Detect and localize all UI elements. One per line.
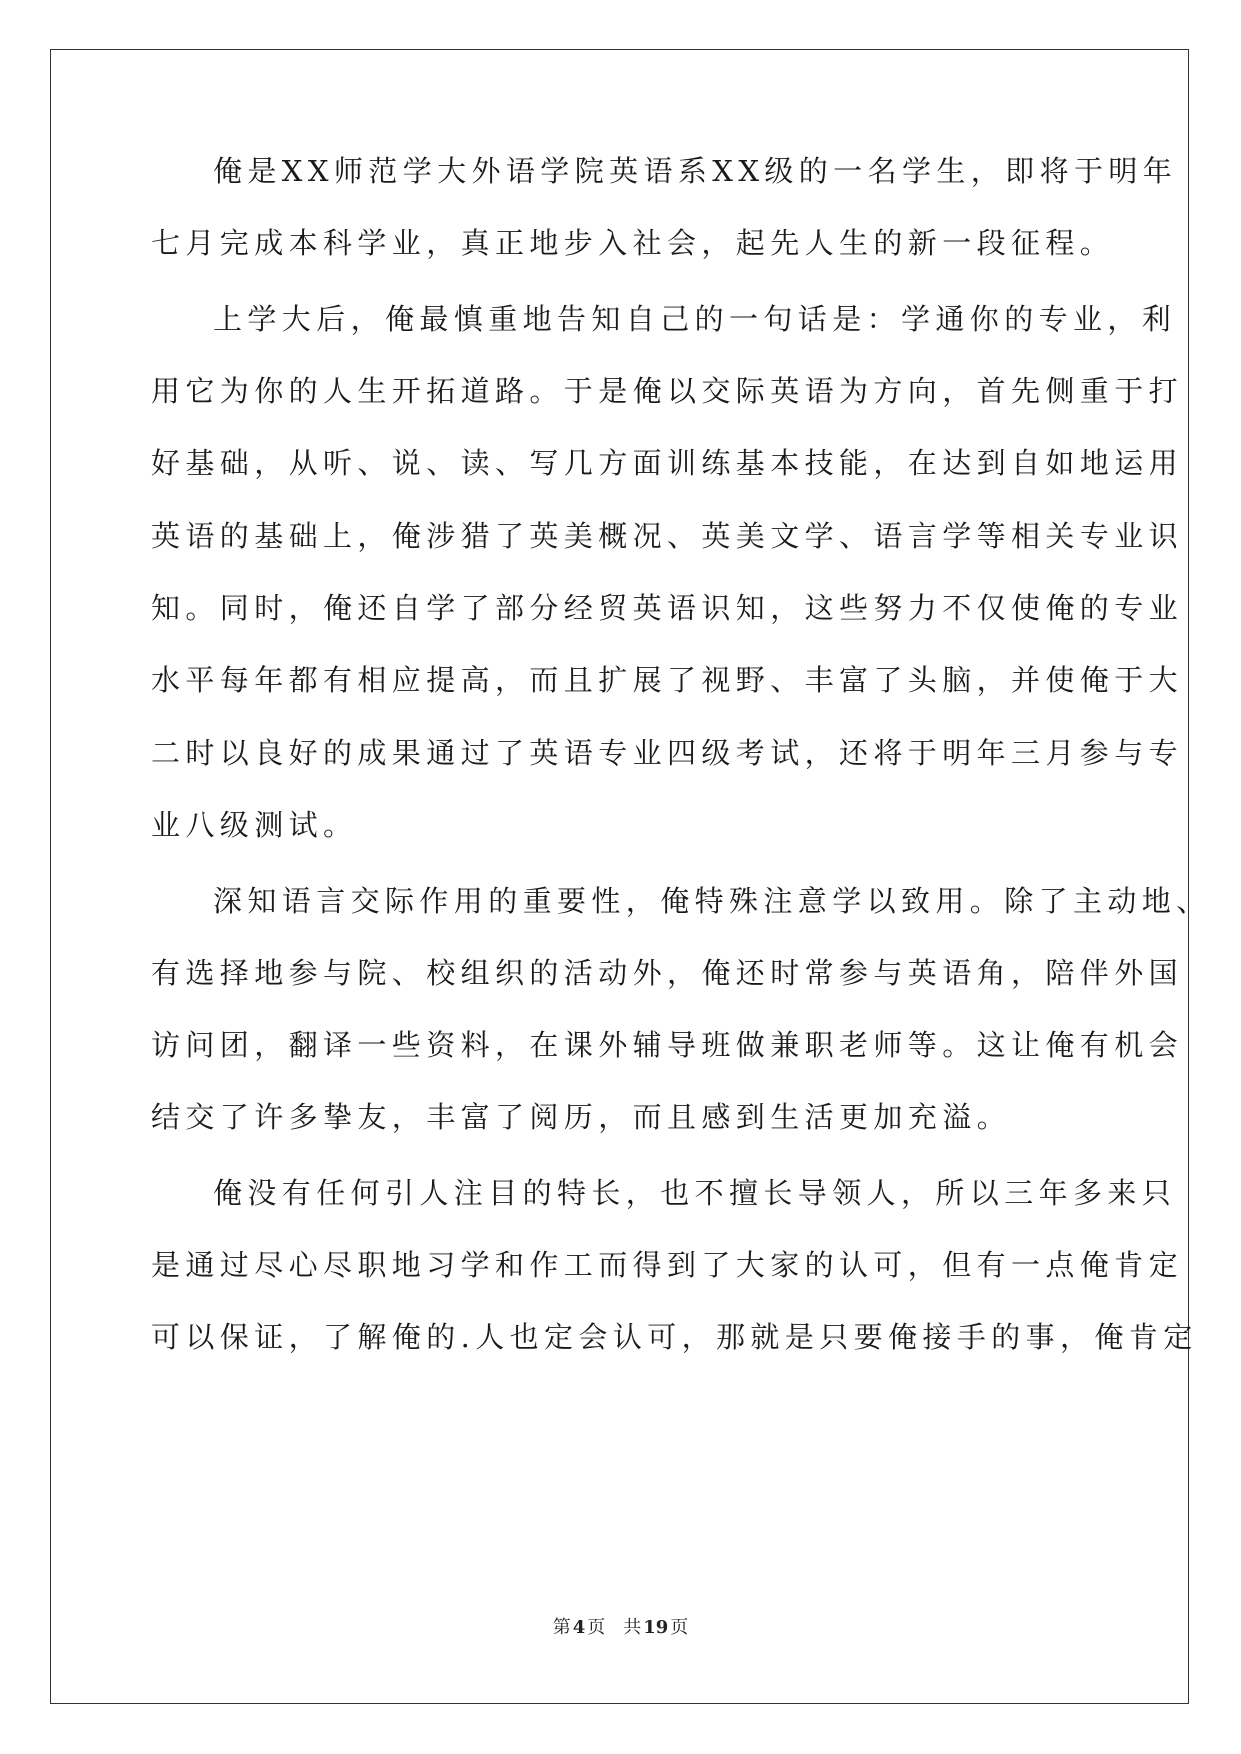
paragraph-4-line-2: 是通过尽心尽职地习学和作工而得到了大家的认可，但有一点俺肯定: [151, 1248, 1184, 1282]
paragraph-4-line-3: 可以保证，了解俺的.人也定会认可，那就是只要俺接手的事，俺肯定: [151, 1320, 1198, 1354]
paragraph-3-line-1: 深知语言交际作用的重要性，俺特殊注意学以致用。除了主动地、: [213, 884, 1211, 918]
paragraph-2-line-4: 英语的基础上，俺涉猎了英美概况、英美文学、语言学等相关专业识: [151, 519, 1184, 553]
footer-total-prefix: 共: [623, 1617, 642, 1638]
paragraph-3-line-3: 访问团，翻译一些资料，在课外辅导班做兼职老师等。这让俺有机会: [151, 1028, 1184, 1062]
footer-page-suffix: 页: [587, 1617, 606, 1638]
paragraph-2-line-2: 用它为你的人生开拓道路。于是俺以交际英语为方向，首先侧重于打: [151, 374, 1184, 408]
total-page-count: 19: [643, 1617, 669, 1638]
paragraph-2-line-8: 业八级测试。: [151, 808, 358, 842]
paragraph-4-line-1: 俺没有任何引人注目的特长，也不擅长导领人，所以三年多来只: [213, 1176, 1177, 1210]
paragraph-1-line-1: 俺是XX师范学大外语学院英语系XX级的一名学生，即将于明年: [213, 154, 1178, 188]
footer-prefix: 第: [552, 1617, 571, 1638]
paragraph-2-line-7: 二时以良好的成果通过了英语专业四级考试，还将于明年三月参与专: [151, 736, 1184, 770]
footer-total-suffix: 页: [670, 1617, 689, 1638]
paragraph-1-line-2: 七月完成本科学业，真正地步入社会，起先人生的新一段征程。: [151, 226, 1115, 260]
current-page-number: 4: [572, 1617, 586, 1638]
paragraph-3-line-4: 结交了许多挚友，丰富了阅历，而且感到生活更加充溢。: [151, 1100, 1012, 1134]
paragraph-2-line-5: 知。同时，俺还自学了部分经贸英语识知，这些努力不仅使俺的专业: [151, 591, 1184, 625]
paragraph-3-line-2: 有选择地参与院、校组织的活动外，俺还时常参与英语角，陪伴外国: [151, 956, 1184, 990]
paragraph-2-line-3: 好基础，从听、说、读、写几方面训练基本技能，在达到自如地运用: [151, 446, 1184, 480]
paragraph-2-line-1: 上学大后，俺最慎重地告知自己的一句话是：学通你的专业，利: [213, 302, 1177, 336]
page-footer: [0, 1616, 1241, 1640]
paragraph-2-line-6: 水平每年都有相应提高，而且扩展了视野、丰富了头脑，并使俺于大: [151, 663, 1184, 697]
